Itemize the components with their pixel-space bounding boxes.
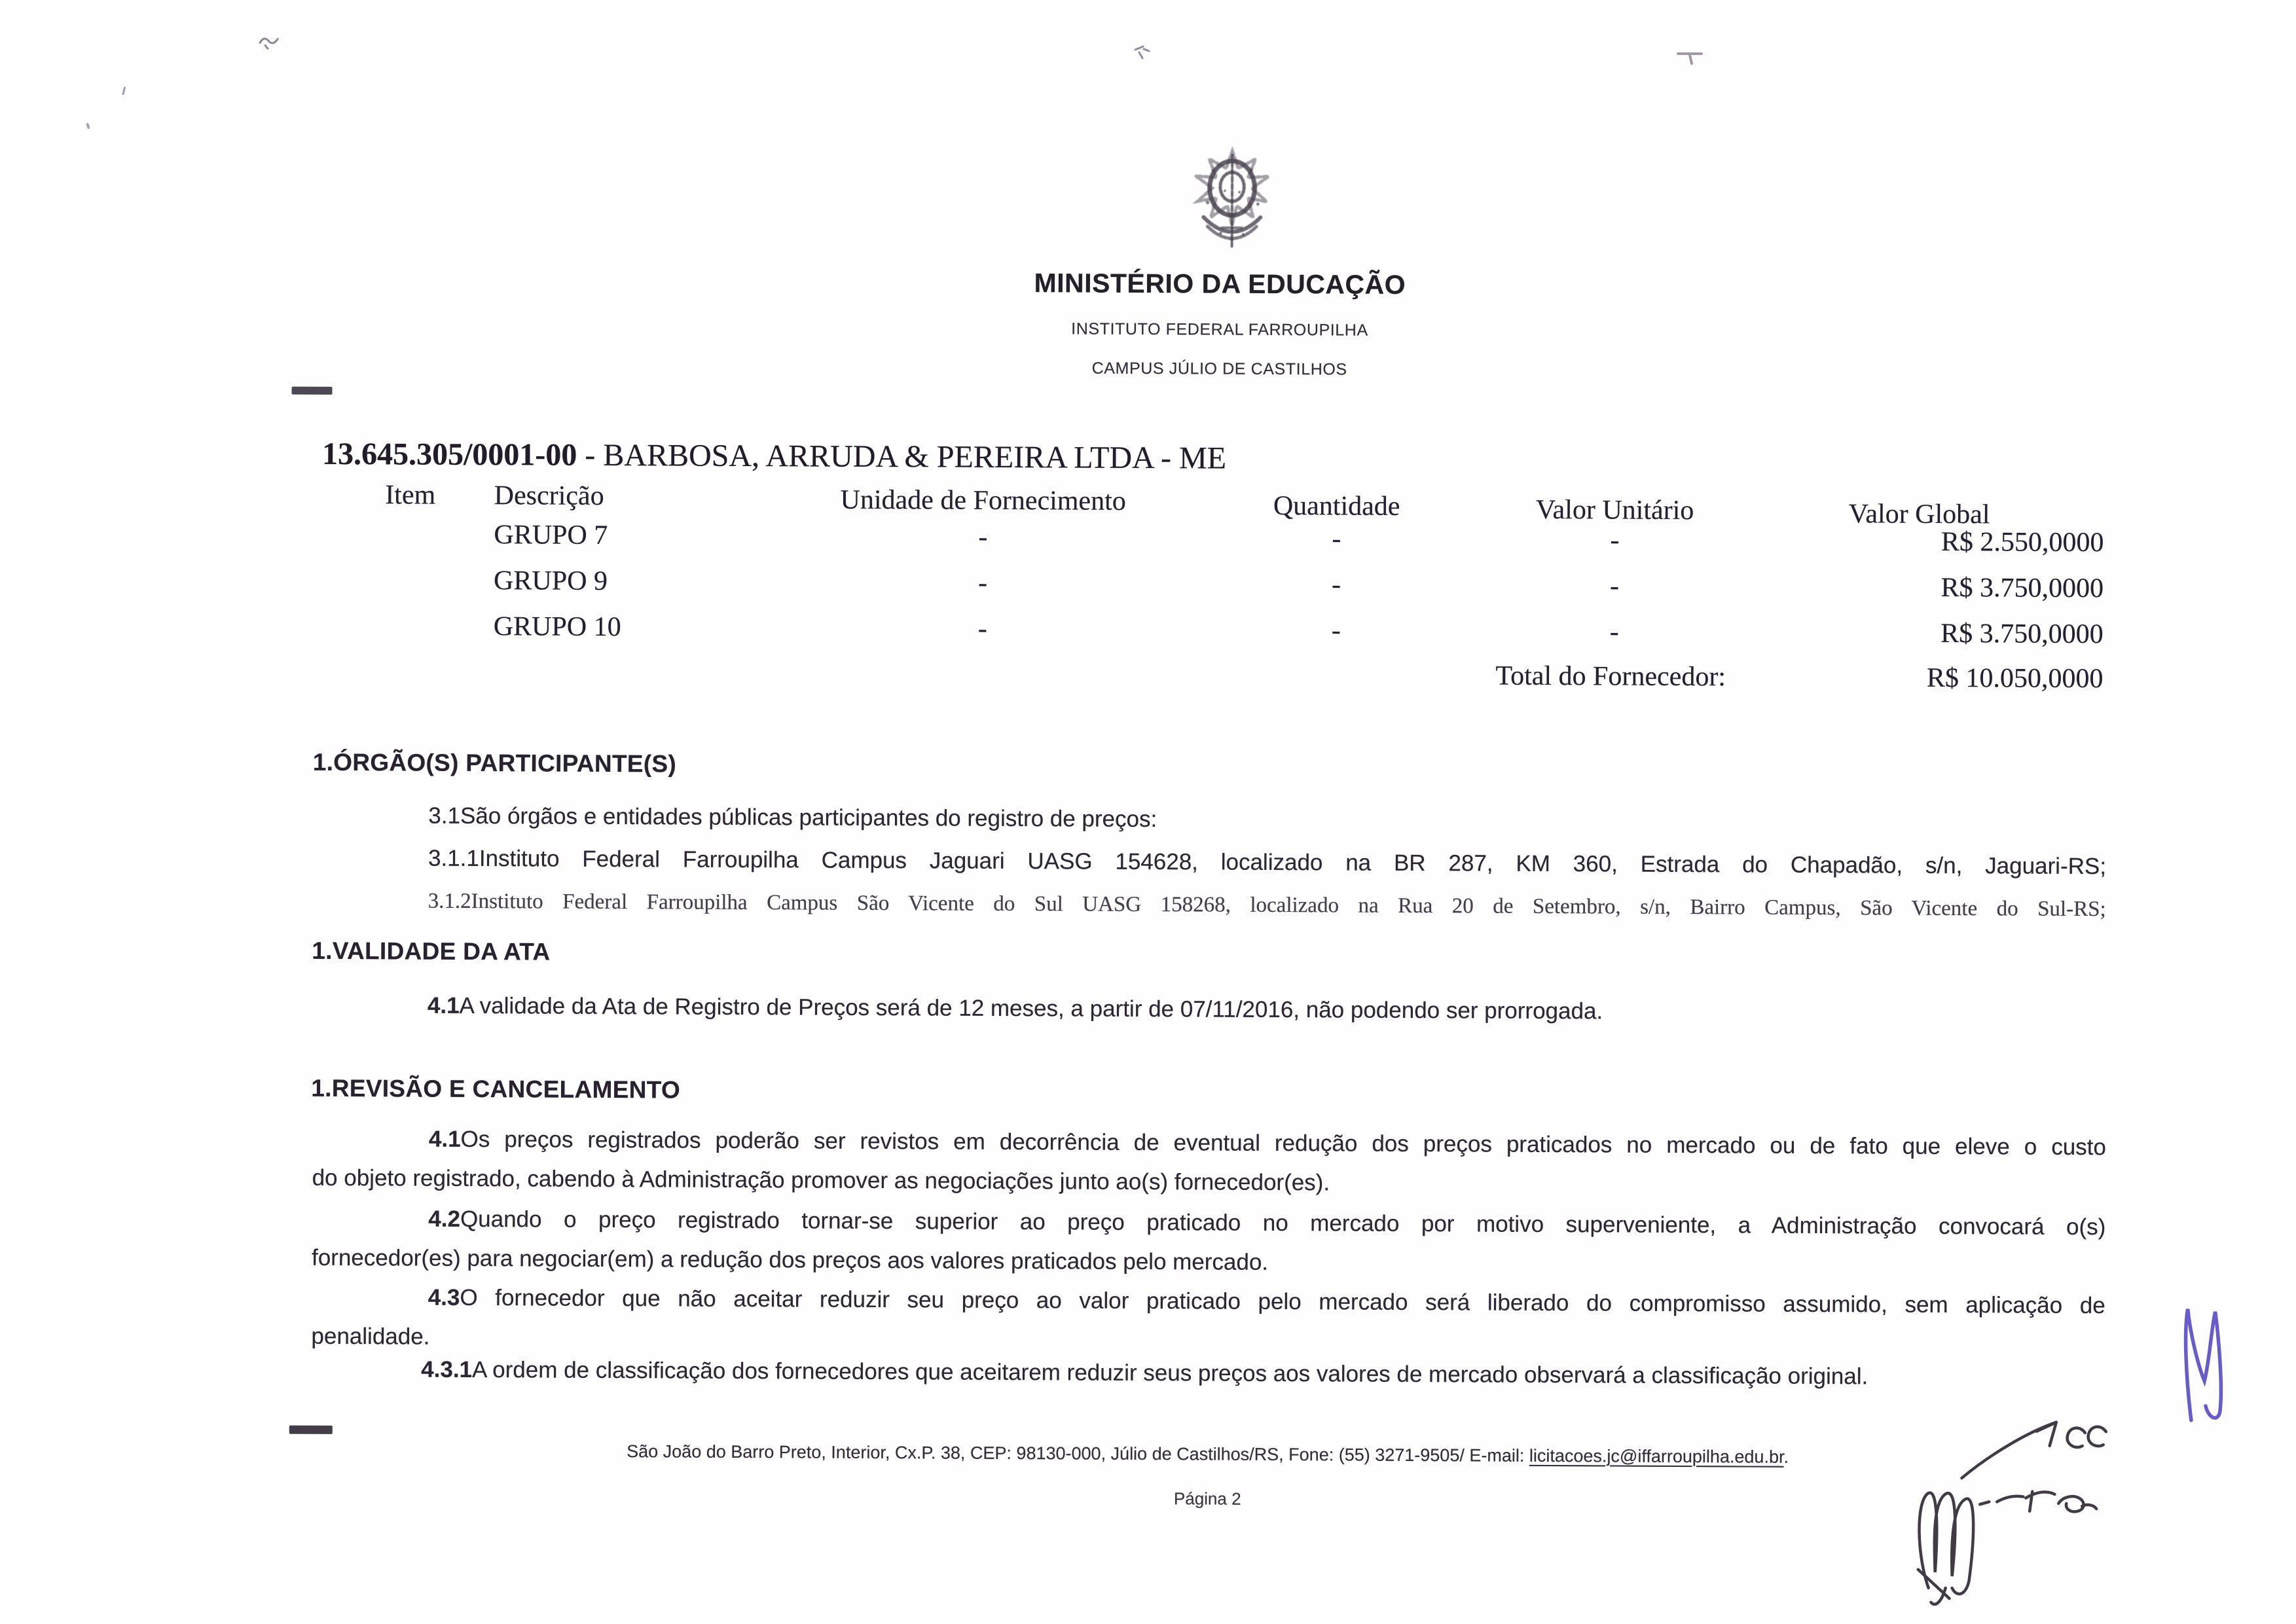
scan-artifact	[86, 123, 90, 130]
institute-subtitle: INSTITUTO FEDERAL FARROUPILHA	[1071, 319, 1368, 340]
section-title-orgaos-participantes: 1.ÓRGÃO(S) PARTICIPANTE(S)	[312, 748, 677, 778]
table-row-cell-unidade: -	[977, 568, 988, 598]
table-row-cell-quantidade: -	[1331, 615, 1341, 646]
clause-number: 4.2	[428, 1206, 461, 1232]
clause-text: O fornecedor que não aceitar reduzir seu preço ao valor praticado pelo mercado será liberado do compromisso assumido, sem aplicação de	[460, 1284, 2105, 1319]
clause-line: do objeto registrado, cabendo à Administração promover as negociações junto ao(s) fornecedor(es).	[312, 1164, 1330, 1196]
clause-text: A validade da Ata de Registro de Preços será de 12 meses, a partir de 07/11/2016, não podendo ser prorrogada.	[459, 992, 1603, 1024]
clause-number: 4.3.1	[421, 1356, 473, 1382]
scan-artifact	[122, 86, 126, 95]
clause-line: fornecedor(es) para negociar(em) a redução dos preços aos valores praticados pelo mercado.	[311, 1244, 1269, 1275]
clause-number: 4.1	[428, 1126, 461, 1152]
clause-3-1-1	[428, 839, 2106, 887]
table-total-value: R$ 10.050,0000	[1926, 662, 2104, 695]
separator-dash	[289, 1426, 333, 1434]
table-row-cell-valor-global: R$ 2.550,0000	[1941, 526, 2104, 558]
clause-text: São órgãos e entidades públicas participantes do registro de preços:	[460, 803, 1157, 833]
clause-4-1-validade	[428, 986, 2195, 1034]
table-header-descricao: Descrição	[494, 480, 604, 511]
signature-initials-blue-icon	[2185, 1309, 2221, 1420]
table-total-label: Total do Fornecedor:	[1495, 660, 1726, 693]
footer-address-period: .	[1783, 1447, 1789, 1467]
scan-artifact	[1677, 50, 1705, 67]
table-header-unidade: Unidade de Fornecimento	[840, 484, 1126, 516]
supplier-separator: -	[577, 437, 604, 473]
clause-number: 3.1	[428, 803, 461, 829]
page-number-label: Página 2	[1173, 1489, 1241, 1509]
clause-text: Instituto Federal Farroupilha Campus Jaguari UASG 154628, localizado na BR 287, KM 360, Estrada do Chapadão, s/n, Jaguari-RS;	[479, 846, 2107, 880]
clause-line: penalidade.	[311, 1323, 430, 1350]
campus-subtitle: CAMPUS JÚLIO DE CASTILHOS	[1091, 359, 1347, 379]
table-header-item: Item	[385, 480, 436, 511]
table-header-valor-global: Valor Global	[1848, 499, 1990, 530]
table-row-cell-descricao: GRUPO 10	[493, 611, 621, 643]
table-row-cell-descricao: GRUPO 7	[494, 520, 608, 550]
clause-4-1-revisao	[312, 1119, 2106, 1206]
table-row-cell-valor-global: R$ 3.750,0000	[1941, 618, 2104, 650]
table-row-cell-unidade: -	[978, 522, 988, 552]
footer-email: licitacoes.jc@iffarroupilha.edu.br	[1529, 1445, 1784, 1467]
section-title-validade-da-ata: 1.VALIDADE DA ATA	[312, 937, 551, 965]
clause-text: Quando o preço registrado tornar-se superior ao preço praticado no mercado por motivo superveniente, a Administração convocará o(s)	[460, 1206, 2106, 1240]
table-row-cell-quantidade: -	[1331, 569, 1341, 600]
supplier-name: BARBOSA, ARRUDA & PEREIRA LTDA - ME	[603, 437, 1227, 476]
clause-3-1	[428, 797, 2130, 844]
clause-number: 3.1.2	[428, 889, 471, 913]
clause-number: 4.3	[428, 1284, 460, 1310]
table-row-cell-unidade: -	[977, 613, 987, 644]
clause-text: Instituto Federal Farroupilha Campus São Vicente do Sul UASG 158268, localizado na Rua 20 de Setembro, s/n, Bairro Campus, São Vicente do Sul-RS;	[471, 889, 2106, 922]
clause-text: A ordem de classificação dos fornecedores que aceitarem reduzir seus preços aos valores de mercado observará a classificação original.	[471, 1356, 1868, 1390]
table-header-valor-unitario: Valor Unitário	[1535, 494, 1694, 526]
table-row-cell-valor-unitario: -	[1609, 617, 1619, 647]
footer-address-text: São João do Barro Preto, Interior, Cx.P. 38, CEP: 98130-000, Júlio de Castilhos/RS, Fone: (55) 3271-9505/ E-mail:	[627, 1441, 1529, 1466]
table-row-cell-valor-global: R$ 3.750,0000	[1941, 572, 2104, 604]
signature-scribble-black-icon	[1918, 1422, 2105, 1605]
supplier-cnpj: 13.645.305/0001-00	[321, 436, 577, 473]
ministry-title: MINISTÉRIO DA EDUCAÇÃO	[1034, 268, 1406, 300]
clause-number: 4.1	[427, 992, 460, 1019]
clause-text: Os preços registrados poderão ser revistos em decorrência de eventual redução dos preços praticados no mercado ou de fato que eleve o custo	[460, 1126, 2107, 1161]
table-row-cell-valor-unitario: -	[1609, 571, 1620, 602]
clause-4-2	[312, 1199, 2106, 1286]
table-row-cell-valor-unitario: -	[1610, 525, 1620, 556]
coat-of-arms-logo	[1169, 145, 1296, 255]
footer-address	[311, 1440, 2105, 1469]
signatures-area	[1868, 1280, 2296, 1624]
supplier-heading	[322, 436, 1893, 480]
scan-artifact	[259, 32, 281, 49]
table-row-cell-descricao: GRUPO 9	[493, 566, 608, 596]
clause-3-1-2	[428, 882, 2106, 929]
separator-dash	[291, 387, 332, 395]
table-row-cell-quantidade: -	[1332, 524, 1341, 554]
clause-number: 3.1.1	[428, 845, 479, 872]
table-header-quantidade: Quantidade	[1273, 490, 1400, 522]
section-title-revisao-e-cancelamento: 1.REVISÃO E CANCELAMENTO	[311, 1074, 681, 1104]
scan-artifact	[1133, 43, 1154, 64]
